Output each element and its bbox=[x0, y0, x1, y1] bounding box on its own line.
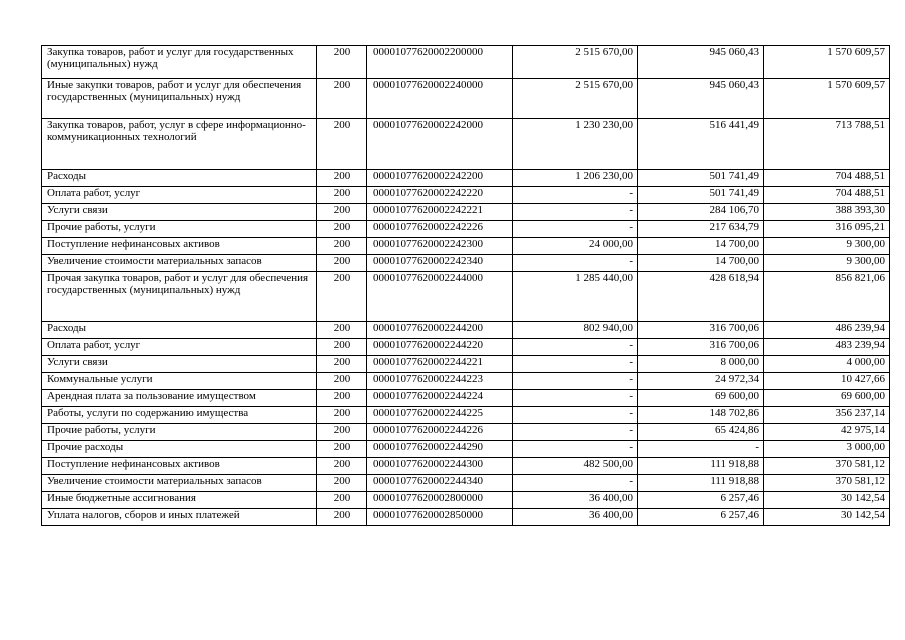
row-approved-amount: 1 230 230,00 bbox=[513, 119, 638, 170]
row-executed-amount: 111 918,88 bbox=[638, 475, 764, 492]
row-line-code: 200 bbox=[317, 322, 367, 339]
row-approved-amount: - bbox=[513, 373, 638, 390]
table-row bbox=[42, 187, 890, 204]
row-line-code: 200 bbox=[317, 509, 367, 526]
row-line-code: 200 bbox=[317, 492, 367, 509]
row-classification-code: 00001077620002244223 bbox=[367, 373, 513, 390]
table-row bbox=[42, 46, 890, 79]
row-unexecuted-amount: 713 788,51 bbox=[764, 119, 890, 170]
row-executed-amount: 65 424,86 bbox=[638, 424, 764, 441]
table-row bbox=[42, 221, 890, 238]
row-classification-code: 00001077620002244290 bbox=[367, 441, 513, 458]
row-executed-amount: 24 972,34 bbox=[638, 373, 764, 390]
row-line-code: 200 bbox=[317, 204, 367, 221]
row-name: Закупка товаров, работ и услуг для государственных (муниципальных) нужд bbox=[42, 46, 317, 79]
row-line-code: 200 bbox=[317, 221, 367, 238]
row-approved-amount: 24 000,00 bbox=[513, 238, 638, 255]
row-approved-amount: - bbox=[513, 187, 638, 204]
row-unexecuted-amount: 704 488,51 bbox=[764, 187, 890, 204]
row-approved-amount: - bbox=[513, 255, 638, 272]
row-line-code: 200 bbox=[317, 441, 367, 458]
table-row bbox=[42, 475, 890, 492]
row-classification-code: 00001077620002200000 bbox=[367, 46, 513, 79]
table-row bbox=[42, 356, 890, 373]
table-row bbox=[42, 238, 890, 255]
row-approved-amount: - bbox=[513, 204, 638, 221]
row-executed-amount: 148 702,86 bbox=[638, 407, 764, 424]
row-name: Услуги связи bbox=[42, 204, 317, 221]
row-name: Арендная плата за пользование имуществом bbox=[42, 390, 317, 407]
row-executed-amount: 501 741,49 bbox=[638, 187, 764, 204]
row-unexecuted-amount: 856 821,06 bbox=[764, 272, 890, 322]
table-row bbox=[42, 424, 890, 441]
row-unexecuted-amount: 388 393,30 bbox=[764, 204, 890, 221]
table-row bbox=[42, 441, 890, 458]
table-row bbox=[42, 373, 890, 390]
row-executed-amount: 284 106,70 bbox=[638, 204, 764, 221]
row-executed-amount: 516 441,49 bbox=[638, 119, 764, 170]
row-line-code: 200 bbox=[317, 170, 367, 187]
row-executed-amount: 316 700,06 bbox=[638, 322, 764, 339]
row-unexecuted-amount: 483 239,94 bbox=[764, 339, 890, 356]
row-executed-amount: 428 618,94 bbox=[638, 272, 764, 322]
row-line-code: 200 bbox=[317, 79, 367, 119]
row-line-code: 200 bbox=[317, 458, 367, 475]
row-name: Услуги связи bbox=[42, 356, 317, 373]
row-classification-code: 00001077620002244300 bbox=[367, 458, 513, 475]
row-line-code: 200 bbox=[317, 424, 367, 441]
table-row bbox=[42, 170, 890, 187]
row-line-code: 200 bbox=[317, 238, 367, 255]
row-classification-code: 00001077620002244226 bbox=[367, 424, 513, 441]
row-unexecuted-amount: 9 300,00 bbox=[764, 238, 890, 255]
row-unexecuted-amount: 3 000,00 bbox=[764, 441, 890, 458]
row-classification-code: 00001077620002244340 bbox=[367, 475, 513, 492]
row-name: Прочие работы, услуги bbox=[42, 221, 317, 238]
row-executed-amount: 6 257,46 bbox=[638, 492, 764, 509]
row-name: Коммунальные услуги bbox=[42, 373, 317, 390]
row-line-code: 200 bbox=[317, 272, 367, 322]
row-executed-amount: 316 700,06 bbox=[638, 339, 764, 356]
row-executed-amount: - bbox=[638, 441, 764, 458]
table-row bbox=[42, 492, 890, 509]
row-unexecuted-amount: 1 570 609,57 bbox=[764, 46, 890, 79]
row-name: Поступление нефинансовых активов bbox=[42, 458, 317, 475]
row-executed-amount: 111 918,88 bbox=[638, 458, 764, 475]
row-unexecuted-amount: 486 239,94 bbox=[764, 322, 890, 339]
row-name: Прочие расходы bbox=[42, 441, 317, 458]
row-approved-amount: - bbox=[513, 221, 638, 238]
row-name: Прочие работы, услуги bbox=[42, 424, 317, 441]
table-row bbox=[42, 407, 890, 424]
row-name: Поступление нефинансовых активов bbox=[42, 238, 317, 255]
row-classification-code: 00001077620002244221 bbox=[367, 356, 513, 373]
row-name: Увеличение стоимости материальных запасов bbox=[42, 475, 317, 492]
row-approved-amount: - bbox=[513, 424, 638, 441]
row-name: Иные бюджетные ассигнования bbox=[42, 492, 317, 509]
row-classification-code: 00001077620002240000 bbox=[367, 79, 513, 119]
row-classification-code: 00001077620002244000 bbox=[367, 272, 513, 322]
row-approved-amount: 482 500,00 bbox=[513, 458, 638, 475]
table-row bbox=[42, 204, 890, 221]
table-row bbox=[42, 272, 890, 322]
row-line-code: 200 bbox=[317, 119, 367, 170]
row-classification-code: 00001077620002242000 bbox=[367, 119, 513, 170]
row-line-code: 200 bbox=[317, 407, 367, 424]
row-line-code: 200 bbox=[317, 187, 367, 204]
row-name: Расходы bbox=[42, 322, 317, 339]
row-approved-amount: - bbox=[513, 475, 638, 492]
row-name: Работы, услуги по содержанию имущества bbox=[42, 407, 317, 424]
row-unexecuted-amount: 30 142,54 bbox=[764, 509, 890, 526]
row-unexecuted-amount: 9 300,00 bbox=[764, 255, 890, 272]
row-unexecuted-amount: 370 581,12 bbox=[764, 458, 890, 475]
row-unexecuted-amount: 69 600,00 bbox=[764, 390, 890, 407]
row-approved-amount: - bbox=[513, 441, 638, 458]
table-row bbox=[42, 79, 890, 119]
row-unexecuted-amount: 42 975,14 bbox=[764, 424, 890, 441]
row-classification-code: 00001077620002800000 bbox=[367, 492, 513, 509]
table-row bbox=[42, 119, 890, 170]
row-classification-code: 00001077620002242226 bbox=[367, 221, 513, 238]
row-classification-code: 00001077620002244200 bbox=[367, 322, 513, 339]
row-name: Расходы bbox=[42, 170, 317, 187]
row-approved-amount: - bbox=[513, 390, 638, 407]
row-approved-amount: - bbox=[513, 339, 638, 356]
budget-execution-table bbox=[41, 45, 890, 526]
row-unexecuted-amount: 10 427,66 bbox=[764, 373, 890, 390]
row-executed-amount: 6 257,46 bbox=[638, 509, 764, 526]
table-row bbox=[42, 322, 890, 339]
table-row bbox=[42, 458, 890, 475]
row-classification-code: 00001077620002244220 bbox=[367, 339, 513, 356]
row-unexecuted-amount: 316 095,21 bbox=[764, 221, 890, 238]
row-classification-code: 00001077620002242200 bbox=[367, 170, 513, 187]
row-approved-amount: 2 515 670,00 bbox=[513, 79, 638, 119]
row-executed-amount: 501 741,49 bbox=[638, 170, 764, 187]
row-name: Прочая закупка товаров, работ и услуг для обеспечения государственных (муниципальных) нужд bbox=[42, 272, 317, 322]
row-approved-amount: - bbox=[513, 407, 638, 424]
table-row bbox=[42, 255, 890, 272]
row-classification-code: 00001077620002242221 bbox=[367, 204, 513, 221]
row-unexecuted-amount: 30 142,54 bbox=[764, 492, 890, 509]
row-name: Оплата работ, услуг bbox=[42, 187, 317, 204]
row-classification-code: 00001077620002242340 bbox=[367, 255, 513, 272]
row-classification-code: 00001077620002850000 bbox=[367, 509, 513, 526]
row-approved-amount: 36 400,00 bbox=[513, 509, 638, 526]
row-unexecuted-amount: 370 581,12 bbox=[764, 475, 890, 492]
row-approved-amount: 802 940,00 bbox=[513, 322, 638, 339]
row-executed-amount: 69 600,00 bbox=[638, 390, 764, 407]
row-line-code: 200 bbox=[317, 373, 367, 390]
row-unexecuted-amount: 356 237,14 bbox=[764, 407, 890, 424]
row-approved-amount: 1 285 440,00 bbox=[513, 272, 638, 322]
row-approved-amount: - bbox=[513, 356, 638, 373]
row-approved-amount: 1 206 230,00 bbox=[513, 170, 638, 187]
row-executed-amount: 945 060,43 bbox=[638, 46, 764, 79]
row-classification-code: 00001077620002242220 bbox=[367, 187, 513, 204]
row-executed-amount: 217 634,79 bbox=[638, 221, 764, 238]
row-line-code: 200 bbox=[317, 390, 367, 407]
row-name: Увеличение стоимости материальных запасов bbox=[42, 255, 317, 272]
row-unexecuted-amount: 4 000,00 bbox=[764, 356, 890, 373]
row-approved-amount: 2 515 670,00 bbox=[513, 46, 638, 79]
table-row bbox=[42, 390, 890, 407]
row-executed-amount: 945 060,43 bbox=[638, 79, 764, 119]
row-classification-code: 00001077620002242300 bbox=[367, 238, 513, 255]
row-unexecuted-amount: 1 570 609,57 bbox=[764, 79, 890, 119]
row-unexecuted-amount: 704 488,51 bbox=[764, 170, 890, 187]
row-executed-amount: 14 700,00 bbox=[638, 255, 764, 272]
row-line-code: 200 bbox=[317, 356, 367, 373]
row-name: Уплата налогов, сборов и иных платежей bbox=[42, 509, 317, 526]
row-name: Оплата работ, услуг bbox=[42, 339, 317, 356]
row-line-code: 200 bbox=[317, 475, 367, 492]
row-line-code: 200 bbox=[317, 339, 367, 356]
row-line-code: 200 bbox=[317, 255, 367, 272]
table-row bbox=[42, 339, 890, 356]
row-executed-amount: 14 700,00 bbox=[638, 238, 764, 255]
row-classification-code: 00001077620002244225 bbox=[367, 407, 513, 424]
row-line-code: 200 bbox=[317, 46, 367, 79]
table-row bbox=[42, 509, 890, 526]
row-name: Закупка товаров, работ, услуг в сфере информационно-коммуникационных технологий bbox=[42, 119, 317, 170]
row-classification-code: 00001077620002244224 bbox=[367, 390, 513, 407]
row-approved-amount: 36 400,00 bbox=[513, 492, 638, 509]
row-name: Иные закупки товаров, работ и услуг для обеспечения государственных (муниципальных) нужд bbox=[42, 79, 317, 119]
row-executed-amount: 8 000,00 bbox=[638, 356, 764, 373]
